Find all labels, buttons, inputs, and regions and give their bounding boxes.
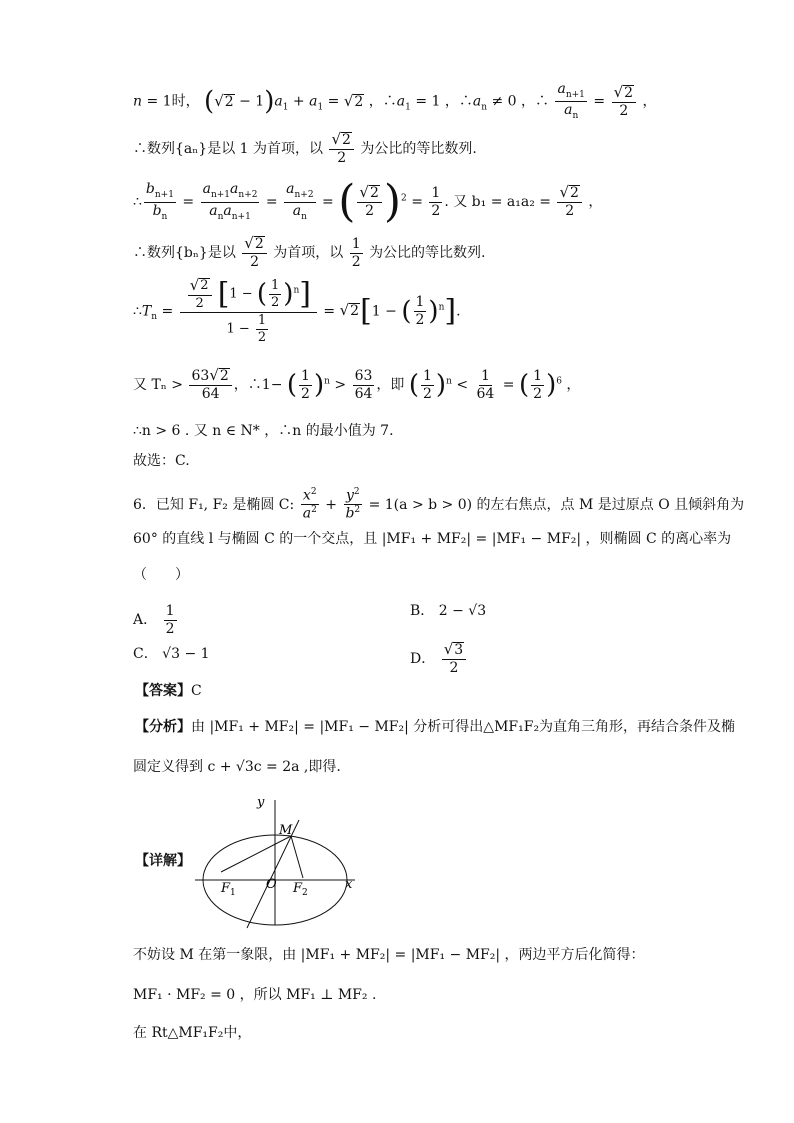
segment-mf2 bbox=[291, 836, 303, 878]
ratio-fraction: $\frac{a_{n+1}}{a_n}$ bbox=[557, 81, 585, 122]
question-6-line-2: 60° 的直线 l 与椭圆 C 的一个交点，且 |MF₁ + MF₂| = |MF₁ − MF₂| ，则椭圆 C 的离心率为 bbox=[133, 531, 732, 547]
detail-line-2: MF₁ · MF₂ = 0 ，所以 MF₁ ⊥ MF₂ . bbox=[133, 987, 377, 1003]
option-b: B． 2 − √3 bbox=[410, 603, 487, 619]
line-6: 又 Tₙ > 63 √ 2 64 ，∴1− ( $\frac{1}{2}$ )$^n$ > $\frac{63}{64}$ ，即 ( $\frac{1}{2}$ )$^n$ < $\frac{1}{64}$ = ( $\frac{1}{2}$ )$^6$ ， bbox=[133, 366, 581, 403]
label-f1: $F_1$ bbox=[221, 881, 236, 898]
line-3: ∴ $\frac{b_{n+1}}{b_n}$ = $\frac{a_{n+1}a_{n+2}}{a_na_{n+1}}$ = $\frac{a_{n+2}}{a_n}$ = ( √ 2 2 )$^2$ = $\frac{1}{2}$ . 又 b₁ = a₁a₂ = √ 2 2 ， bbox=[133, 176, 603, 227]
question-6-line-1: 6．已知 F₁, F₂ 是椭圆 C: $\frac{x^2}{a^2}$ + $\frac{y^2}{b^2}$ = 1(a > b > 0) 的左右焦点，点 M 是过原点 O 且倾斜角为 bbox=[133, 487, 745, 522]
analysis-line-2: 圆定义得到 c + √3c = 2a ,即得. bbox=[133, 759, 341, 775]
detail-line-3: 在 Rt△MF₁F₂中， bbox=[133, 1025, 252, 1041]
line-4: ∴数列{bₙ}是以 √ 2 2 为首项，以 $\frac{1}{2}$ 为公比的等比数列. bbox=[133, 234, 486, 271]
line-7: ∴n > 6 . 又 n ∈ N* ，∴n 的最小值为 7. bbox=[133, 423, 394, 439]
line-1: n = 1时， ( √ 2 − $1)a_1 + a_1$ = √ 2 ，$\therefore a_1 = 1$ ，$\therefore a_n \ne 0$ ，∴ $\frac{a_{n+1}}{a_n}$ = √ 2 2 ， bbox=[133, 81, 657, 122]
label-x: x bbox=[345, 877, 353, 892]
line-5-tn: $\therefore T_n$ = √ 2 2 [1 − ( $\frac{1}{2}$ )$^n$] 1 − $\frac{1}{2}$ = √ 2 [1 − ( $\frac{1}{2}$ )$^n$]. bbox=[133, 276, 461, 345]
label-m: M bbox=[279, 823, 293, 838]
line-8: 故选：C. bbox=[133, 453, 190, 469]
option-c: C． √3 − 1 bbox=[133, 646, 210, 662]
label-y: y bbox=[257, 795, 265, 810]
detail-label: 【详解】 bbox=[135, 853, 191, 869]
segment-mf1 bbox=[221, 836, 291, 872]
question-6-line-3: （ ） bbox=[133, 567, 189, 583]
detail-line-1: 不妨设 M 在第一象限，由 |MF₁ + MF₂| = |MF₁ − MF₂| ，两边平方后化简得： bbox=[133, 947, 645, 963]
ellipse-figure bbox=[195, 790, 370, 930]
option-a: A． $\frac{1}{2}$ bbox=[133, 603, 175, 637]
line-2: ∴数列{aₙ}是以 1 为首项，以 √ 2 2 为公比的等比数列. bbox=[133, 130, 477, 167]
label-o: O bbox=[266, 877, 277, 892]
option-d: D． √ 3 2 bbox=[410, 642, 468, 676]
analysis-line-1: 【分析】由 |MF₁ + MF₂| = |MF₁ − MF₂| 分析可得出△MF₁F₂为直角三角形，再结合条件及椭 bbox=[135, 719, 736, 735]
label-f2: $F_2$ bbox=[293, 881, 308, 898]
answer-line: 【答案】C bbox=[135, 683, 202, 699]
